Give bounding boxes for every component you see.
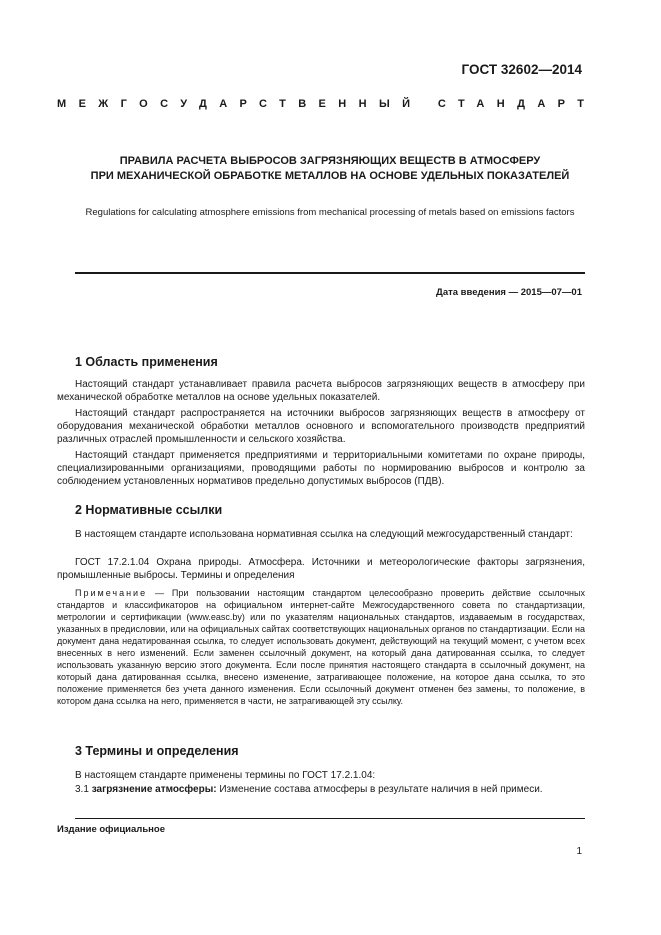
note-label: Примечание: [75, 588, 148, 598]
gost-code: ГОСТ 32602—2014: [461, 62, 582, 77]
interstate-standard-label: МЕЖГОСУДАРСТВЕННЫЙ СТАНДАРТ: [57, 98, 597, 110]
title-ru-line-2: ПРИ МЕХАНИЧЕСКОЙ ОБРАБОТКЕ МЕТАЛЛОВ НА ОСНОВЕ УДЕЛЬНЫХ ПОКАЗАТЕЛЕЙ: [90, 170, 570, 182]
definition-number: 3.1: [75, 784, 92, 795]
section-2-note: [57, 587, 585, 707]
page-number: 1: [576, 846, 582, 857]
section-1-paragraph-2: Настоящий стандарт распространяется на источники выбросов загрязняющих веществ в атмосферу от оборудования механической обработки металлов основного и вспомогательного производств предприятий различных отраслей промышленности и сельского хозяйства.: [57, 408, 585, 445]
official-edition-label: Издание официальное: [57, 824, 165, 835]
definition-text: Изменение состава атмосферы в результате наличия в ней примеси.: [216, 784, 543, 795]
section-2-reference: ГОСТ 17.2.1.04 Охрана природы. Атмосфера. Источники и метеорологические факторы загрязнения, промышленные выбросы. Термины и определения: [57, 557, 585, 581]
document-title-en: Regulations for calculating atmosphere emissions from mechanical processing of metals based on emissions factors: [85, 207, 575, 218]
definition-term: загрязнение атмосферы:: [91, 784, 217, 795]
section-1-paragraph-1: Настоящий стандарт устанавливает правила расчета выбросов загрязняющих веществ в атмосферу при механической обработке металлов на основе удельных показателей.: [57, 379, 585, 403]
section-1-paragraph-3: Настоящий стандарт применяется предприятиями и территориальными комитетами по охране природы, специализированными организациями, проводящими работы по нормированию выбросов и контролю за соблюдением установленных нормативов предельно допустимых выбросов (ПДВ).: [57, 450, 585, 487]
document-title-ru: [60, 154, 600, 184]
title-divider: [75, 272, 585, 274]
title-ru-line-1: ПРАВИЛА РАСЧЕТА ВЫБРОСОВ ЗАГРЯЗНЯЮЩИХ ВЕЩЕСТВ В АТМОСФЕРУ: [119, 155, 541, 167]
introduction-date: Дата введения — 2015—07—01: [436, 287, 582, 298]
footer-divider: [75, 818, 585, 819]
section-1-heading: 1 Область применения: [75, 355, 218, 369]
section-2-paragraph-1: В настоящем стандарте использована нормативная ссылка на следующий межгосударственный стандарт:: [75, 529, 573, 540]
section-3-paragraph-1: В настоящем стандарте применены термины по ГОСТ 17.2.1.04:: [75, 770, 376, 781]
note-text: — При пользовании настоящим стандартом целесообразно проверить действие ссылочных стандартов и классификаторов на официальном интернет-сайте Межгосударственного совета по стандартизации, метрологии и сертификации (www.easc.by) или по указателям национальных стандартов, издаваемым в государствах, указанных в предисловии, или на официальных сайтах соответствующих национальных органов по стандартизации. Если на документ дана недатированная ссылка, то следует использовать документ, действующий на текущий момент, с учетом всех внесенных в него изменений. Если заменен ссылочный документ, на который дана датированная ссылка, то следует использовать указанную версию этого документа. Если после принятия настоящего стандарта в ссылочный документ, на который дана датированная ссылка, внесено изменение, затрагивающее положение, на которое дана ссылка, то это положение применяется без учета данного изменения. Если ссылочный документ отменен без замены, то положение, в котором дана ссылка на него, применяется в части, не затрагивающей эту ссылку.: [57, 588, 585, 706]
section-3-definition: [57, 783, 585, 796]
section-3-heading: 3 Термины и определения: [75, 744, 239, 758]
section-2-heading: 2 Нормативные ссылки: [75, 503, 223, 517]
